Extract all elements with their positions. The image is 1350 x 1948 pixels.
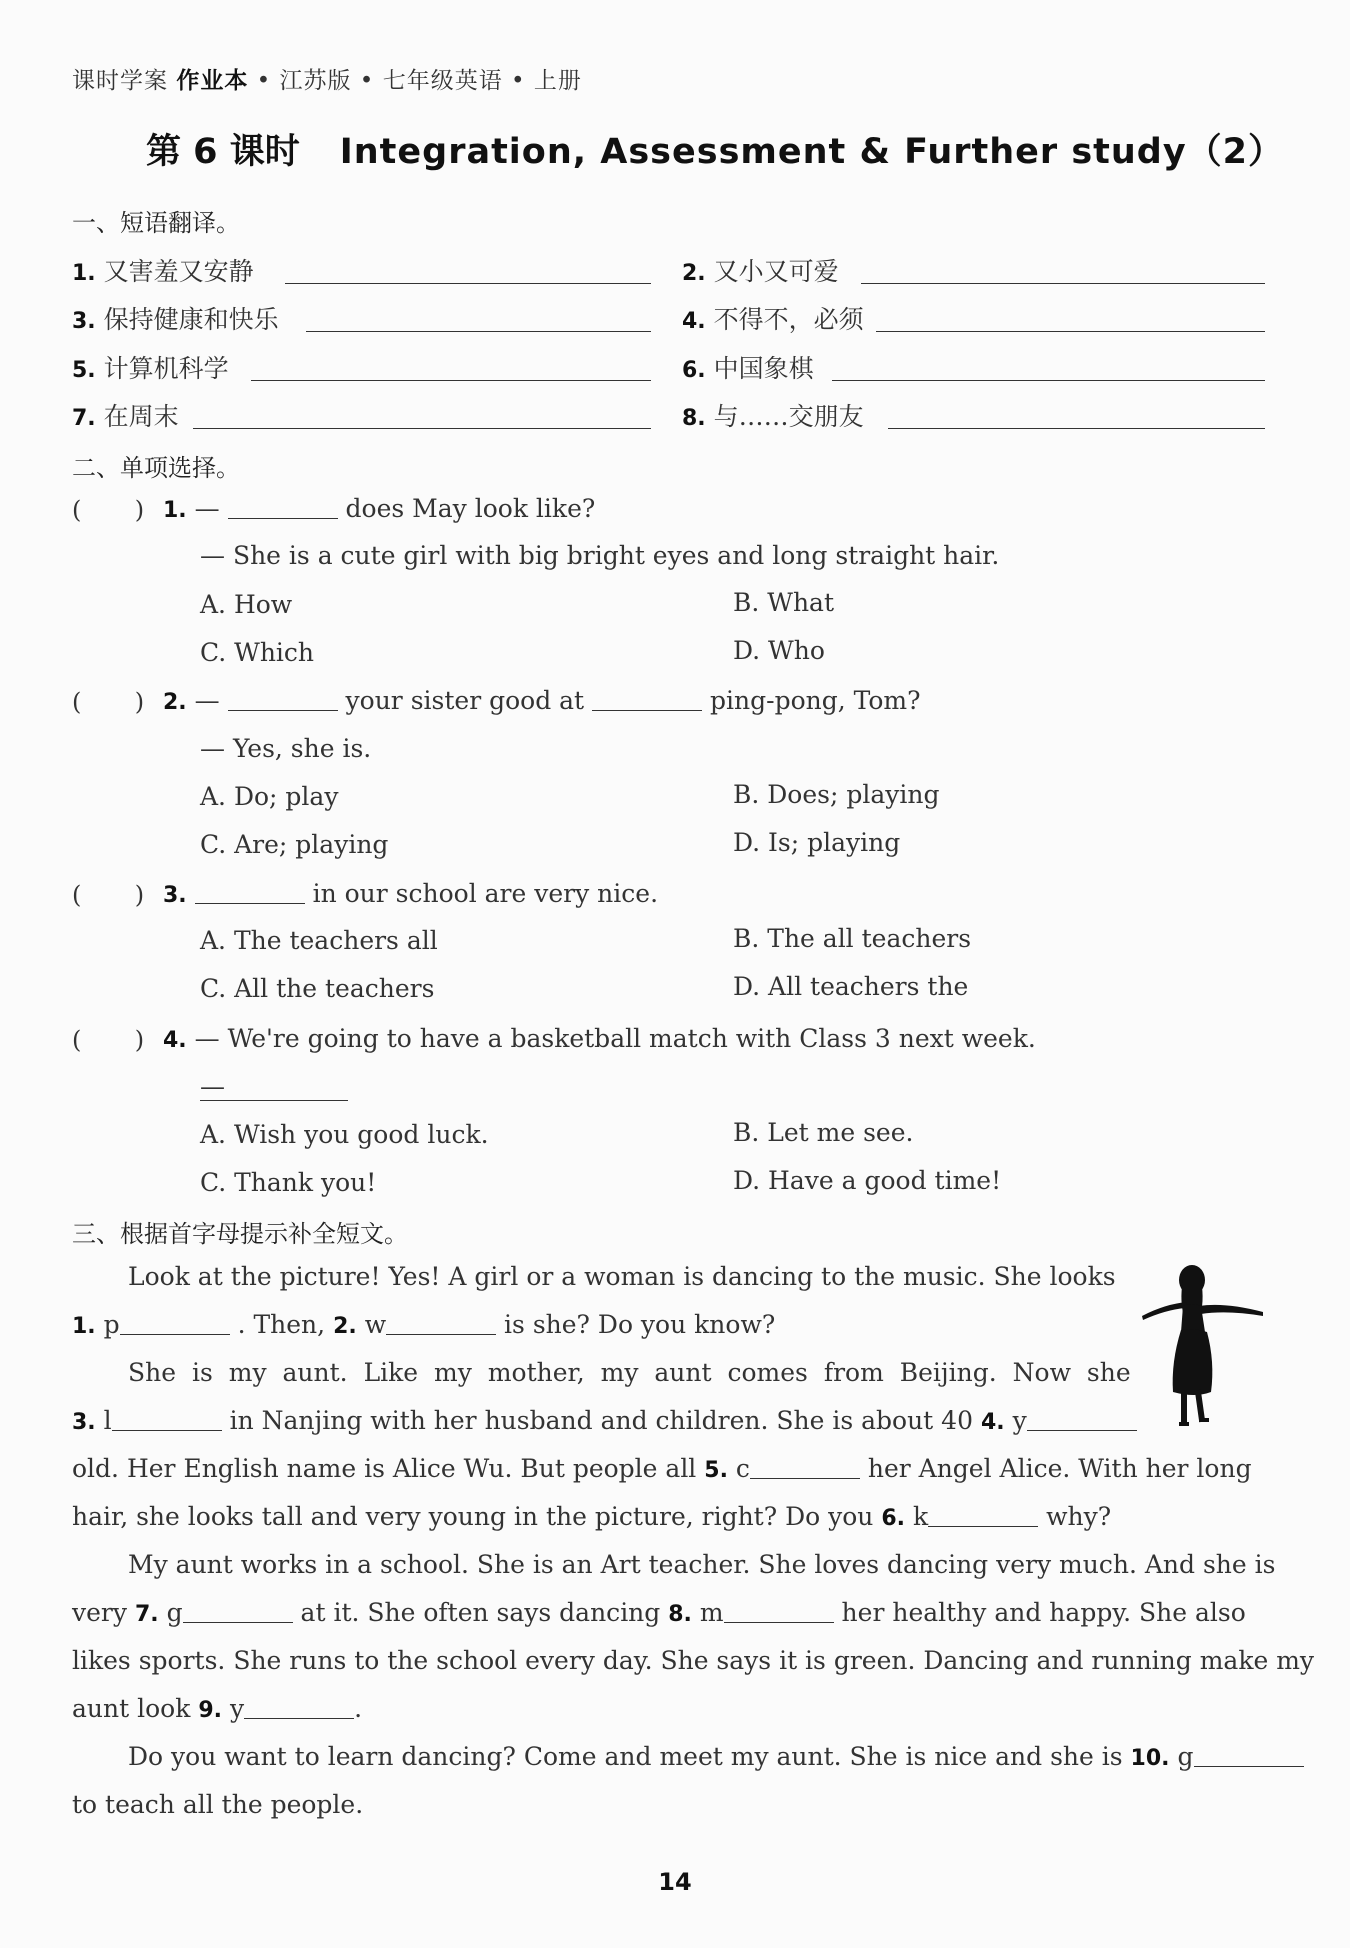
option-d[interactable]: D. All teachers the	[733, 972, 969, 1001]
blank[interactable]	[386, 1333, 496, 1335]
answer-line[interactable]	[832, 380, 1265, 381]
blank[interactable]	[928, 1525, 1038, 1527]
blank[interactable]	[592, 709, 702, 711]
phrase-item: 7. 在周末	[72, 402, 179, 431]
blank[interactable]	[244, 1717, 354, 1719]
passage-line: Do you want to learn dancing? Come and meet my aunt. She is nice and she is 10. g	[128, 1742, 1304, 1771]
answer-paren[interactable]: ( )	[72, 881, 145, 909]
passage-line: aunt look 9. y .	[72, 1694, 363, 1723]
blank[interactable]	[750, 1477, 860, 1479]
passage-line: 3. l in Nanjing with her husband and children. She is about 40 4. y	[72, 1406, 1137, 1435]
answer-line[interactable]	[193, 428, 651, 429]
passage-line: Look at the picture! Yes! A girl or a woman is dancing to the music. She looks	[128, 1262, 1116, 1291]
option-c[interactable]: C. Thank you!	[200, 1168, 377, 1197]
option-d[interactable]: D. Is; playing	[733, 828, 901, 857]
question-2: 2. — your sister good at ping-pong, Tom?	[163, 686, 921, 715]
option-a[interactable]: A. Do; play	[200, 782, 339, 811]
answer-paren[interactable]: ( )	[72, 688, 145, 716]
phrase-item: 5. 计算机科学	[72, 354, 229, 383]
blank[interactable]	[195, 902, 305, 904]
passage-line: to teach all the people.	[72, 1790, 364, 1819]
book-header: 课时学案 作业本 • 江苏版 • 七年级英语 • 上册	[72, 68, 582, 94]
blank[interactable]	[120, 1333, 230, 1335]
passage-line: My aunt works in a school. She is an Art teacher. She loves dancing very much. And she is	[128, 1550, 1276, 1579]
passage-line: very 7. g at it. She often says dancing 8. m her healthy and happy. She also	[72, 1598, 1246, 1627]
option-b[interactable]: B. What	[733, 588, 835, 617]
question-4-reply: —	[200, 1072, 225, 1101]
blank[interactable]	[228, 517, 338, 519]
answer-line[interactable]	[285, 283, 651, 284]
passage-line: likes sports. She runs to the school every day. She says it is green. Dancing and running make my	[72, 1646, 1315, 1675]
lesson-number: 第 6 课时	[146, 132, 300, 172]
phrase-item: 8. 与……交朋友	[682, 402, 864, 431]
question-2-reply: — Yes, she is.	[200, 734, 372, 763]
dancer-silhouette-image	[1135, 1262, 1275, 1436]
answer-line[interactable]	[861, 283, 1265, 284]
phrase-item: 4. 不得不，必须	[682, 305, 864, 334]
question-4: 4. — We're going to have a basketball match with Class 3 next week.	[163, 1024, 1036, 1053]
option-a[interactable]: A. The teachers all	[200, 926, 438, 955]
passage-line: 1. p . Then, 2. w is she? Do you know?	[72, 1310, 776, 1339]
question-1: 1. — does May look like?	[163, 494, 596, 523]
blank[interactable]	[183, 1621, 293, 1623]
phrase-item: 6. 中国象棋	[682, 354, 814, 383]
section-2-heading: 二、单项选择。	[72, 454, 240, 482]
passage-line: hair, she looks tall and very young in the picture, right? Do you 6. k why?	[72, 1502, 1112, 1531]
lesson-name: Integration, Assessment & Further study（2）	[339, 132, 1285, 172]
answer-line[interactable]	[251, 380, 651, 381]
option-c[interactable]: C. Which	[200, 638, 315, 667]
blank[interactable]	[1194, 1765, 1304, 1767]
answer-line[interactable]	[200, 1100, 348, 1101]
option-d[interactable]: D. Have a good time!	[733, 1166, 1002, 1195]
section-3-heading: 三、根据首字母提示补全短文。	[72, 1220, 408, 1248]
answer-paren[interactable]: ( )	[72, 496, 145, 524]
option-b[interactable]: B. Does; playing	[733, 780, 940, 809]
blank[interactable]	[112, 1429, 222, 1431]
answer-paren[interactable]: ( )	[72, 1026, 145, 1054]
option-b[interactable]: B. Let me see.	[733, 1118, 914, 1147]
blank[interactable]	[228, 709, 338, 711]
option-c[interactable]: C. All the teachers	[200, 974, 435, 1003]
phrase-item: 3. 保持健康和快乐	[72, 305, 279, 334]
question-1-reply: — She is a cute girl with big bright eyes and long straight hair.	[200, 541, 1000, 570]
phrase-item: 2. 又小又可爱	[682, 257, 839, 286]
option-a[interactable]: A. How	[200, 590, 293, 619]
blank[interactable]	[724, 1621, 834, 1623]
question-3: 3. in our school are very nice.	[163, 879, 659, 908]
phrase-item: 1. 又害羞又安静	[72, 257, 254, 286]
page-number: 14	[658, 1868, 692, 1896]
passage-line: old. Her English name is Alice Wu. But people all 5. c her Angel Alice. With her long	[72, 1454, 1252, 1483]
answer-line[interactable]	[888, 428, 1265, 429]
section-1-heading: 一、短语翻译。	[72, 209, 240, 237]
lesson-title	[146, 124, 1285, 174]
option-d[interactable]: D. Who	[733, 636, 825, 665]
option-b[interactable]: B. The all teachers	[733, 924, 972, 953]
answer-line[interactable]	[876, 331, 1265, 332]
passage-line: She is my aunt. Like my mother, my aunt comes from Beijing. Now she	[128, 1358, 1131, 1387]
option-a[interactable]: A. Wish you good luck.	[200, 1120, 489, 1149]
blank[interactable]	[1027, 1429, 1137, 1431]
option-c[interactable]: C. Are; playing	[200, 830, 389, 859]
answer-line[interactable]	[306, 331, 651, 332]
